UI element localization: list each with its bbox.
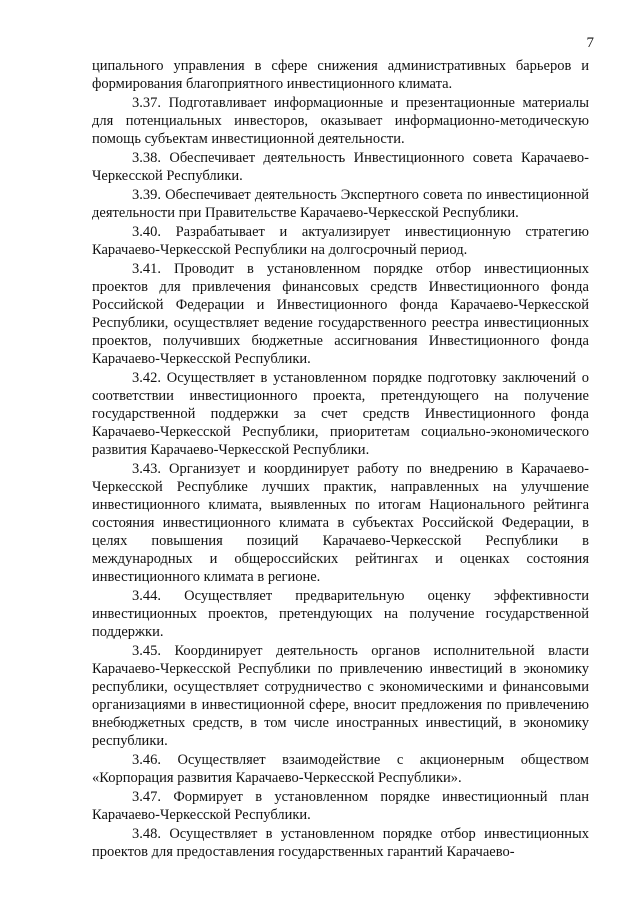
- paragraph-3-38: 3.38. Обеспечивает деятельность Инвестиционного совета Карачаево-Черкесской Республики.: [92, 150, 589, 184]
- paragraph-continuation: ципального управления в сфере снижения административных барьеров и формирования благоприятного инвестиционного климата.: [92, 58, 589, 92]
- paragraph-3-48: 3.48. Осуществляет в установленном порядке отбор инвестиционных проектов для предоставления государственных гарантий Карачаево-: [92, 826, 589, 860]
- paragraph-3-47: 3.47. Формирует в установленном порядке инвестиционный план Карачаево-Черкесской Республики.: [92, 789, 589, 823]
- paragraph-3-43: 3.43. Организует и координирует работу по внедрению в Карачаево-Черкесской Республике лучших практик, направленных на улучшение инвестиционного климата, выявленных по итогам Национального рейтинга состояния инвестиционного климата в субъектах Российской Федерации, в целях повышения позиций Карачаево-Черкесской Республики в международных и общероссийских рейтингах и оценках состояния инвестиционного климата в регионе.: [92, 461, 589, 585]
- paragraph-3-37: 3.37. Подготавливает информационные и презентационные материалы для потенциальных инвесторов, оказывает информационно-методическую помощь субъектам инвестиционной деятельности.: [92, 95, 589, 147]
- page-number: 7: [586, 35, 594, 51]
- paragraph-3-42: 3.42. Осуществляет в установленном порядке подготовку заключений о соответствии инвестиционного проекта, претендующего на получение государственной поддержки за счет средств Инвестиционного фонда Карачаево-Черкесской Республики, приоритетам социально-экономического развития Карачаево-Черкесской Республики.: [92, 370, 589, 458]
- document-body: [92, 57, 589, 862]
- paragraph-3-46: 3.46. Осуществляет взаимодействие с акционерным обществом «Корпорация развития Карачаево-Черкесской Республики».: [92, 752, 589, 786]
- paragraph-3-41: 3.41. Проводит в установленном порядке отбор инвестиционных проектов для привлечения финансовых средств Инвестиционного фонда Российской Федерации и Инвестиционного фонда Карачаево-Черкесской Республики, осуществляет ведение государственного реестра инвестиционных проектов, получивших бюджетные ассигнования Инвестиционного фонда Карачаево-Черкесской Республики.: [92, 261, 589, 367]
- paragraph-3-39: 3.39. Обеспечивает деятельность Экспертного совета по инвестиционной деятельности при Правительстве Карачаево-Черкесской Республики.: [92, 187, 589, 221]
- paragraph-3-40: 3.40. Разрабатывает и актуализирует инвестиционную стратегию Карачаево-Черкесской Республики на долгосрочный период.: [92, 224, 589, 258]
- paragraph-3-44: 3.44. Осуществляет предварительную оценку эффективности инвестиционных проектов, претендующих на получение государственной поддержки.: [92, 588, 589, 640]
- paragraph-3-45: 3.45. Координирует деятельность органов исполнительной власти Карачаево-Черкесской Республики по привлечению инвестиций в экономику республики, осуществляет сотрудничество с экономическими и финансовыми организациями в инвестиционной сфере, вносит предложения по привлечению внебюджетных средств, в том числе иностранных инвестиций, в экономику республики.: [92, 643, 589, 749]
